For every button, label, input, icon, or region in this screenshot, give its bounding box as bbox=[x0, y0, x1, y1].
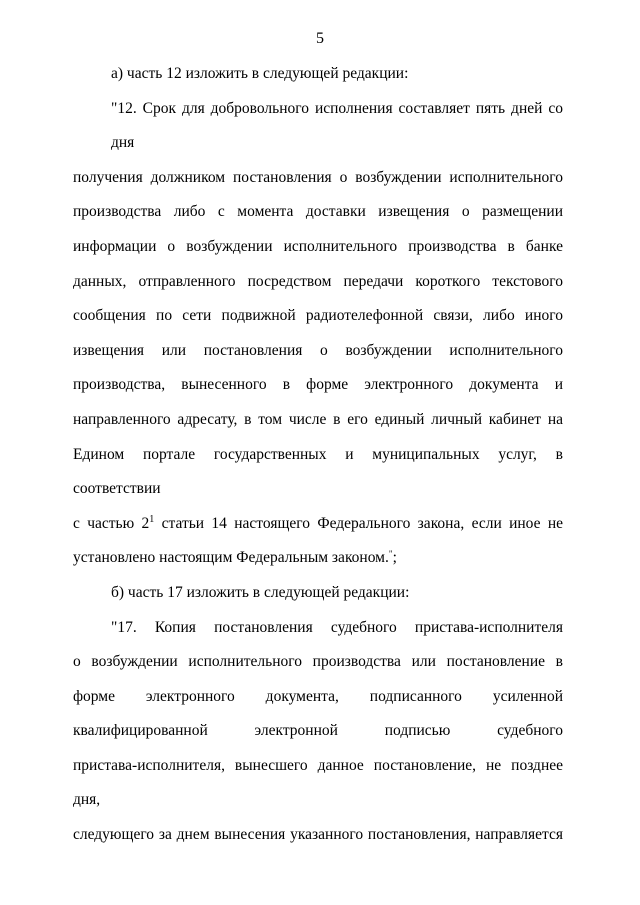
text-fragment: с частью 2 bbox=[73, 514, 150, 532]
page-number: 5 bbox=[316, 30, 324, 47]
text-line: "12. Срок для добровольного исполнения составляет пять дней со дня bbox=[111, 99, 563, 152]
superscript: 1 bbox=[149, 513, 155, 525]
paragraph-part-17 bbox=[73, 611, 563, 853]
semicolon: ; bbox=[392, 549, 397, 567]
text-fragment: установлено настоящим Федеральным законом. bbox=[73, 549, 389, 567]
text-line: получения должником постановления о возбуждении исполнительного bbox=[73, 168, 563, 186]
text-line: о возбуждении исполнительного производства или постановление в bbox=[73, 653, 563, 671]
text-line: следующего за днем вынесения указанного постановления, направляется bbox=[73, 826, 563, 844]
text-line: пристава-исполнителя, вынесшего данное постановление, не позднее дня, bbox=[73, 756, 563, 809]
paragraph-a-intro: а) часть 12 изложить в следующей редакции: bbox=[111, 65, 409, 82]
text-line: извещения или постановления о возбуждении исполнительного bbox=[73, 341, 563, 359]
closing-quote: " bbox=[388, 549, 393, 560]
text-line: сообщения по сети подвижной радиотелефонной связи, либо иного bbox=[73, 307, 563, 325]
text-line: информации о возбуждении исполнительного производства в банке bbox=[73, 237, 563, 255]
text-line: квалифицированной электронной подписью судебного bbox=[73, 722, 563, 740]
text-line-with-superscript bbox=[73, 507, 563, 542]
text-line-last bbox=[73, 541, 563, 576]
paragraph-b-intro: б) часть 17 изложить в следующей редакции: bbox=[111, 583, 410, 601]
text-line: производства либо с момента доставки извещения о размещении bbox=[73, 203, 563, 221]
paragraph-part-12 bbox=[73, 92, 563, 576]
text-line: данных, отправленного посредством передачи короткого текстового bbox=[73, 272, 563, 290]
text-line: направленного адресату, в том числе в его единый личный кабинет на bbox=[73, 410, 563, 428]
text-line: "17. Копия постановления судебного пристава-исполнителя bbox=[111, 618, 563, 636]
text-fragment: статьи 14 настоящего Федерального закона, если иное не bbox=[154, 514, 563, 532]
text-line: производства, вынесенного в форме электронного документа и bbox=[73, 376, 563, 394]
text-line: форме электронного документа, подписанного усиленной bbox=[73, 687, 563, 705]
document-body bbox=[73, 57, 563, 853]
text-line: Едином портале государственных и муниципальных услуг, в соответствии bbox=[73, 445, 563, 498]
